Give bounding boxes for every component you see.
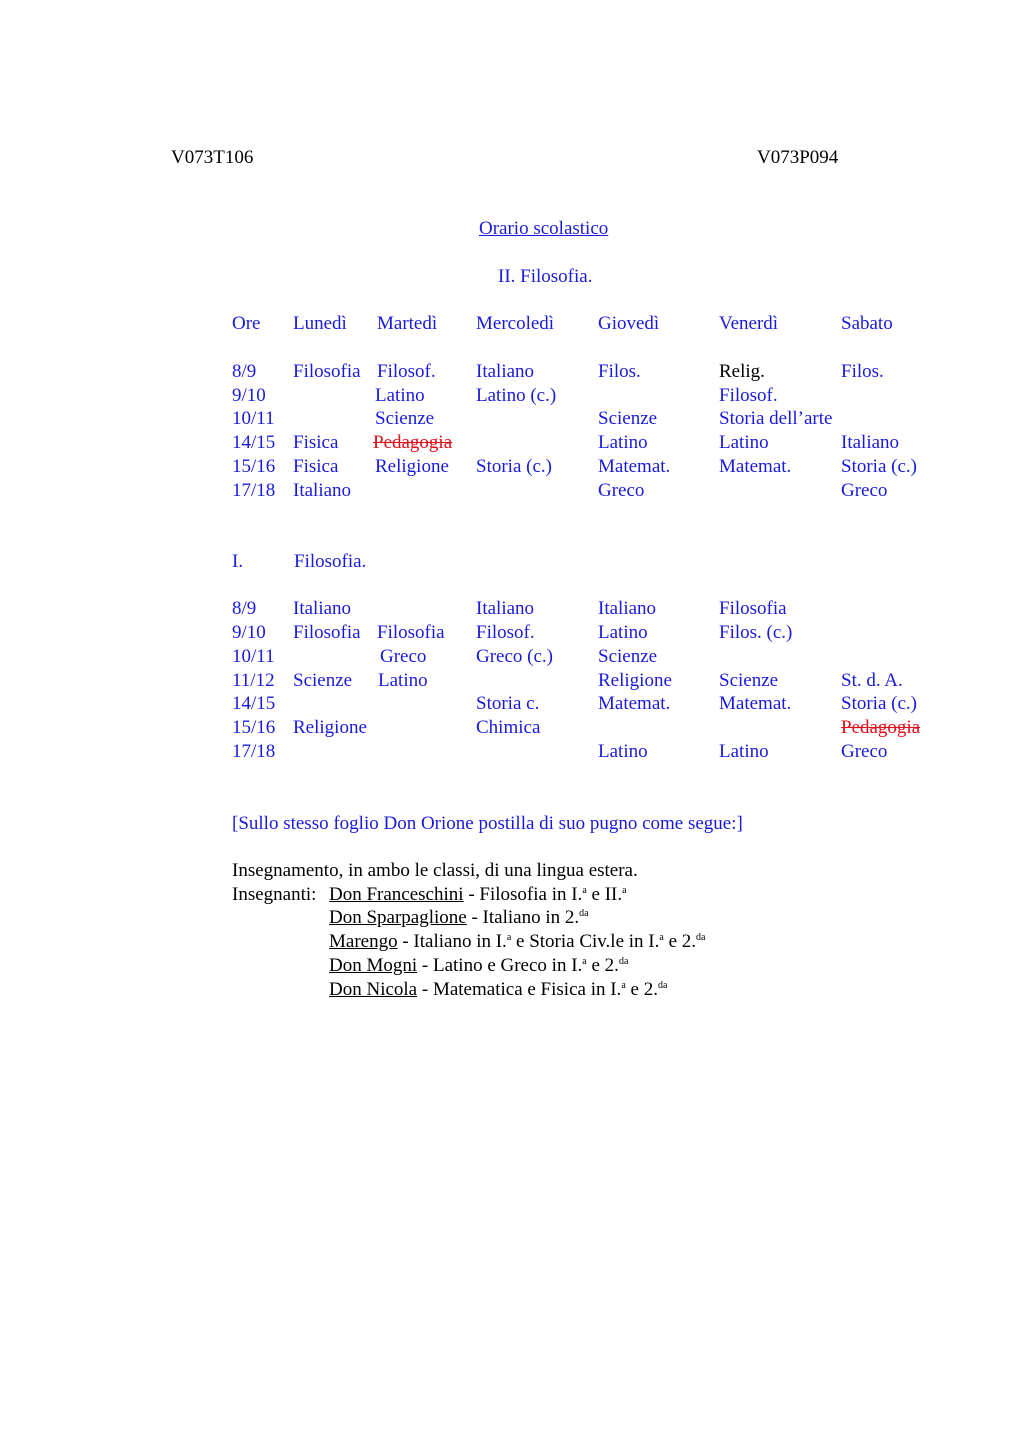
teachers-label: Insegnanti:	[232, 884, 317, 905]
column-header-martedi: Martedì	[377, 313, 438, 334]
subject-cell: Scienze	[293, 670, 353, 691]
subject-cell: Storia (c.)	[841, 456, 917, 477]
subject-cell: Filos. (c.)	[719, 622, 793, 643]
subject-cell: Italiano	[476, 361, 535, 382]
hour-cell: 15/16	[232, 717, 276, 738]
subject-cell: Filos.	[598, 361, 641, 382]
hour-cell: 14/15	[232, 693, 276, 714]
subject-cell: Fisica	[293, 456, 339, 477]
subject-cell: Religione	[293, 717, 367, 738]
column-header-lunedi: Lunedì	[293, 313, 347, 334]
page-title: Orario scolastico	[479, 218, 609, 239]
document-code-right: V073P094	[757, 147, 839, 168]
column-header-sabato: Sabato	[841, 313, 893, 334]
hour-cell: 9/10	[232, 385, 266, 406]
editorial-note: [Sullo stesso foglio Don Orione postilla di suo pugno come segue:]	[232, 813, 743, 834]
subject-cell: Italiano	[598, 598, 657, 619]
column-header-ore: Ore	[232, 313, 261, 334]
subject-cell: Latino	[719, 741, 769, 762]
subject-cell: Italiano	[293, 480, 352, 501]
document-code-left: V073T106	[171, 147, 254, 168]
class-i-numeral: I.	[232, 551, 244, 572]
language-teaching-line: Insegnamento, in ambo le classi, di una lingua estera.	[232, 860, 638, 881]
subject-cell: Italiano	[841, 432, 900, 453]
teacher-name: Don Sparpaglione	[329, 907, 467, 928]
subject-cell: Greco	[598, 480, 645, 501]
subject-cell: Fisica	[293, 432, 339, 453]
subject-cell: Filosofia	[293, 361, 361, 382]
subject-cell: Latino	[378, 670, 428, 691]
teacher-line: Don Sparpaglione - Italiano in 2.$^{da}$	[329, 907, 589, 928]
subject-cell: Latino (c.)	[476, 385, 557, 406]
struck-subject-cell: Pedagogia	[841, 717, 921, 738]
hour-cell: 17/18	[232, 480, 276, 501]
subject-cell: Chimica	[476, 717, 541, 738]
subject-cell: Scienze	[719, 670, 779, 691]
teacher-line: Don Mogni - Latino e Greco in I.$^a$ e 2.$^{da}$	[329, 955, 629, 976]
class-i-heading: Filosofia.	[294, 551, 367, 572]
subject-cell: Scienze	[598, 408, 658, 429]
class-ii-heading: II. Filosofia.	[498, 266, 593, 287]
subject-cell: Filosof.	[476, 622, 535, 643]
hour-cell: 10/11	[232, 408, 275, 429]
subject-cell: Greco	[841, 480, 888, 501]
subject-cell: Storia (c.)	[476, 456, 552, 477]
subject-cell: Latino	[598, 741, 648, 762]
subject-cell: Religione	[598, 670, 672, 691]
hour-cell: 8/9	[232, 598, 257, 619]
subject-cell: Latino	[375, 385, 425, 406]
subject-cell: Filosofia	[293, 622, 361, 643]
column-header-venerdi: Venerdì	[719, 313, 779, 334]
column-header-giovedi: Giovedì	[598, 313, 660, 334]
teacher-line: Don Franceschini - Filosofia in I.$^a$ e II.$^a$	[329, 884, 627, 905]
subject-cell: Scienze	[598, 646, 658, 667]
struck-subject-cell: Pedagogia	[373, 432, 453, 453]
subject-cell: Greco (c.)	[476, 646, 554, 667]
subject-cell: Matemat.	[719, 456, 792, 477]
subject-cell: Latino	[598, 432, 648, 453]
teacher-line: Don Nicola - Matematica e Fisica in I.$^a$ e 2.$^{da}$	[329, 979, 668, 1000]
teacher-name: Marengo	[329, 931, 398, 952]
subject-cell: Relig.	[719, 361, 765, 382]
subject-cell: Matemat.	[719, 693, 792, 714]
hour-cell: 8/9	[232, 361, 257, 382]
teacher-name: Don Franceschini	[329, 884, 464, 905]
hour-cell: 15/16	[232, 456, 276, 477]
teacher-name: Don Nicola	[329, 979, 418, 1000]
subject-cell: St. d. A.	[841, 670, 903, 691]
hour-cell: 14/15	[232, 432, 276, 453]
subject-cell: Greco	[380, 646, 427, 667]
subject-cell: Storia (c.)	[841, 693, 917, 714]
subject-cell: Filos.	[841, 361, 884, 382]
hour-cell: 11/12	[232, 670, 275, 691]
teacher-name: Don Mogni	[329, 955, 418, 976]
subject-cell: Latino	[598, 622, 648, 643]
subject-cell: Filosofia	[719, 598, 787, 619]
subject-cell: Religione	[375, 456, 449, 477]
column-header-mercoledi: Mercoledì	[476, 313, 555, 334]
subject-cell: Filosofia	[377, 622, 445, 643]
subject-cell: Matemat.	[598, 693, 671, 714]
subject-cell: Filosof.	[719, 385, 778, 406]
hour-cell: 10/11	[232, 646, 275, 667]
hour-cell: 17/18	[232, 741, 276, 762]
subject-cell: Filosof.	[377, 361, 436, 382]
subject-cell: Storia c.	[476, 693, 540, 714]
subject-cell: Latino	[719, 432, 769, 453]
subject-cell: Italiano	[476, 598, 535, 619]
subject-cell: Italiano	[293, 598, 352, 619]
hour-cell: 9/10	[232, 622, 266, 643]
subject-cell: Storia dell’arte	[719, 408, 833, 429]
teacher-line: Marengo - Italiano in I.$^a$ e Storia Civ.le in I.$^a$ e 2.$^{da}$	[329, 931, 706, 952]
subject-cell: Scienze	[375, 408, 435, 429]
subject-cell: Matemat.	[598, 456, 671, 477]
subject-cell: Greco	[841, 741, 888, 762]
